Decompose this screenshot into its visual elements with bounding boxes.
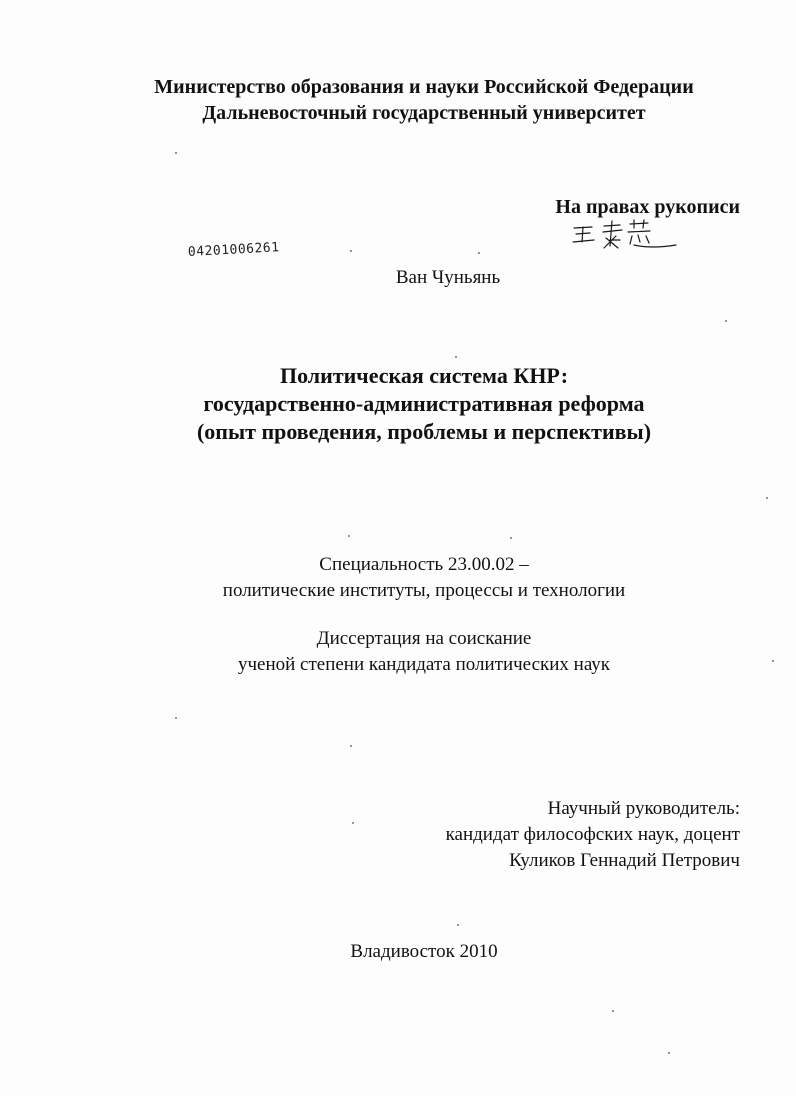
- scan-speck: [478, 252, 480, 254]
- degree-line-1: Диссертация на соискание: [316, 628, 532, 649]
- title-line-3: (опыт проведения, проблемы и перспективы): [196, 419, 652, 444]
- ministry-name: Министерство образования и науки Российской Федерации: [154, 76, 694, 98]
- dissertation-title: [26, 362, 796, 446]
- institution-header: [26, 74, 796, 126]
- scan-speck: [348, 535, 350, 537]
- document-code: 04201006261: [187, 240, 280, 260]
- manuscript-note: На правах рукописи: [555, 196, 740, 218]
- city-year: Владивосток 2010: [350, 941, 498, 962]
- scan-speck: [510, 537, 512, 539]
- scan-speck: [350, 250, 352, 252]
- scan-speck: [612, 1010, 614, 1012]
- scan-speck: [175, 152, 177, 154]
- title-line-2: государственно-административная реформа: [203, 391, 645, 416]
- specialty-name: политические институты, процессы и технологии: [222, 580, 626, 601]
- degree-block: [26, 626, 796, 678]
- degree-line-2: ученой степени кандидата политических наук: [237, 654, 611, 675]
- supervisor-label: Научный руководитель:: [547, 798, 740, 819]
- scan-speck: [175, 717, 177, 719]
- author-name: Ван Чуньянь: [395, 267, 501, 288]
- title-line-1: Политическая система КНР:: [279, 363, 569, 388]
- scan-speck: [350, 745, 352, 747]
- scan-speck: [772, 660, 774, 662]
- specialty-block: [26, 552, 796, 604]
- supervisor-name: Куликов Геннадий Петрович: [509, 850, 740, 871]
- specialty-code: Специальность 23.00.02 –: [319, 554, 529, 575]
- scan-speck: [725, 320, 727, 322]
- supervisor-block: [446, 796, 740, 874]
- scan-speck: [457, 924, 459, 926]
- scan-speck: [455, 356, 457, 358]
- scan-speck: [766, 497, 768, 499]
- university-name: Дальневосточный государственный университет: [202, 102, 646, 124]
- scan-speck: [352, 822, 354, 824]
- supervisor-degree: кандидат философских наук, доцент: [445, 824, 740, 845]
- scan-speck: [668, 1052, 670, 1054]
- signature-icon: [570, 218, 680, 252]
